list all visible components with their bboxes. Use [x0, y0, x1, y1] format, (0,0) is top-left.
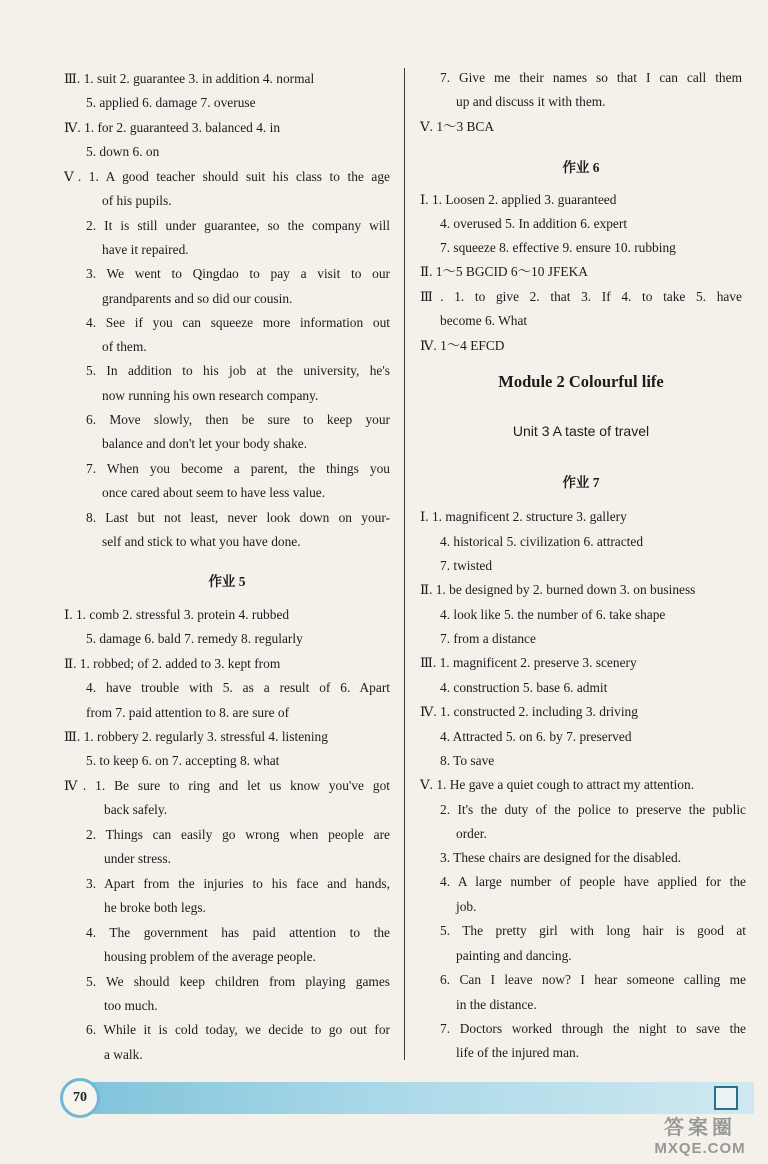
answer-line: in the distance. [456, 997, 537, 1012]
answer-line: 3. Apart from the injuries to his face and hands, [86, 876, 390, 891]
answer-line: order. [456, 826, 487, 841]
assignment-heading: 作业 5 [208, 574, 246, 589]
answer-line: a walk. [104, 1047, 143, 1062]
answer-line: under stress. [104, 851, 171, 866]
answer-line: 8. To save [440, 753, 495, 768]
corner-box-icon [714, 1086, 738, 1110]
answer-line: of his pupils. [102, 193, 172, 208]
answer-line: 7. When you become a parent, the things you [86, 461, 390, 476]
answer-line: Ⅴ. 1. A good teacher should suit his class to the age [64, 169, 390, 184]
answer-line: from 7. paid attention to 8. are sure of [86, 705, 290, 720]
answer-line: 4. See if you can squeeze more information out [86, 315, 390, 330]
answer-line: self and stick to what you have done. [102, 534, 301, 549]
answer-line: 5. We should keep children from playing games [86, 974, 390, 989]
answer-line: Ⅲ. 1. robbery 2. regularly 3. stressful 4. listening [64, 729, 328, 744]
answer-line: 4. The government has paid attention to the [86, 925, 390, 940]
answer-line: he broke both legs. [104, 900, 206, 915]
answer-line: Ⅳ. 1. constructed 2. including 3. driving [420, 704, 638, 719]
answer-line: up and discuss it with them. [456, 94, 606, 109]
assignment-heading: 作业 7 [562, 475, 600, 490]
answer-line: grandparents and so did our cousin. [102, 291, 293, 306]
answer-line: 7. squeeze 8. effective 9. ensure 10. rubbing [440, 240, 676, 255]
answer-line: Ⅱ. 1～5 BGCID 6～10 JFEKA [420, 264, 588, 279]
answer-line: Ⅰ. 1. magnificent 2. structure 3. gallery [420, 509, 627, 524]
answer-line: life of the injured man. [456, 1045, 580, 1060]
answer-line: Ⅴ. 1. He gave a quiet cough to attract my attention. [420, 777, 695, 792]
answer-line: 2. It is still under guarantee, so the company will [86, 218, 390, 233]
answer-line: become 6. What [440, 313, 528, 328]
answer-line: 6. While it is cold today, we decide to go out for [86, 1022, 390, 1037]
watermark-logo [636, 1112, 764, 1162]
answer-line: Ⅳ. 1～4 EFCD [420, 338, 505, 353]
answer-line: Ⅰ. 1. comb 2. stressful 3. protein 4. rubbed [64, 607, 290, 622]
answer-line: Ⅰ. 1. Loosen 2. applied 3. guaranteed [420, 192, 617, 207]
answer-line: housing problem of the average people. [104, 949, 316, 964]
answer-line: 2. Things can easily go wrong when people are [86, 827, 390, 842]
answer-line: of them. [102, 339, 147, 354]
answer-line: 7. twisted [440, 558, 493, 573]
answer-line: 2. It's the duty of the police to preserve the public [440, 802, 746, 817]
answer-line: 3. We went to Qingdao to pay a visit to our [86, 266, 390, 281]
answer-line: 7. from a distance [440, 631, 536, 646]
answer-line: too much. [104, 998, 158, 1013]
answer-line: job. [456, 899, 477, 914]
answer-line: 7. Doctors worked through the night to save the [440, 1021, 746, 1036]
answer-line: balance and don't let your body shake. [102, 436, 308, 451]
column-divider [404, 68, 405, 1060]
answer-line: 5. The pretty girl with long hair is good at [440, 923, 746, 938]
answer-line: back safely. [104, 802, 168, 817]
answer-line: have it repaired. [102, 242, 189, 257]
answer-line: Ⅱ. 1. robbed; of 2. added to 3. kept from [64, 656, 281, 671]
answer-line: Ⅲ. 1. suit 2. guarantee 3. in addition 4. normal [64, 71, 315, 86]
answer-line: Ⅲ. 1. to give 2. that 3. If 4. to take 5. have [420, 289, 742, 304]
answer-line: 5. In addition to his job at the university, he's [86, 363, 390, 378]
answer-line: painting and dancing. [456, 948, 572, 963]
answer-line: 8. Last but not least, never look down on your- [86, 510, 390, 525]
assignment-heading: 作业 6 [562, 160, 600, 175]
answer-line: 4. construction 5. base 6. admit [440, 680, 608, 695]
unit-title: Unit 3 A taste of travel [512, 423, 650, 439]
answer-line: 5. down 6. on [86, 144, 160, 159]
answer-line: once cared about seem to have less value. [102, 485, 326, 500]
answer-line: 3. These chairs are designed for the disabled. [440, 850, 682, 865]
answer-line: 4. look like 5. the number of 6. take shape [440, 607, 666, 622]
answer-line: Ⅳ. 1. for 2. guaranteed 3. balanced 4. in [64, 120, 281, 135]
answer-line: 5. damage 6. bald 7. remedy 8. regularly [86, 631, 303, 646]
answer-line: Ⅱ. 1. be designed by 2. burned down 3. on business [420, 582, 696, 597]
module-title: Module 2 Colourful life [498, 372, 664, 391]
answer-line: 5. applied 6. damage 7. overuse [86, 95, 256, 110]
answer-line: Ⅳ. 1. Be sure to ring and let us know you've got [64, 778, 390, 793]
page-number: 70 [60, 1078, 100, 1118]
footer-bar [62, 1082, 754, 1114]
watermark-text-en: MXQE.COM [654, 1140, 746, 1157]
answer-line: 6. Can I leave now? I hear someone calling me [440, 972, 746, 987]
answer-line: 4. Attracted 5. on 6. by 7. preserved [440, 729, 632, 744]
answer-line: 4. A large number of people have applied for the [440, 874, 746, 889]
answer-line: 5. to keep 6. on 7. accepting 8. what [86, 753, 280, 768]
answer-line: Ⅴ. 1～3 BCA [420, 119, 495, 134]
answer-line: 4. have trouble with 5. as a result of 6. Apart [86, 680, 390, 695]
answer-line: 4. historical 5. civilization 6. attracted [440, 534, 644, 549]
answer-line: 6. Move slowly, then be sure to keep your [86, 412, 390, 427]
watermark-text-cn: 答案圈 [664, 1117, 736, 1139]
answer-line: Ⅲ. 1. magnificent 2. preserve 3. scenery [420, 655, 637, 670]
answer-line: 4. overused 5. In addition 6. expert [440, 216, 628, 231]
answer-line: now running his own research company. [102, 388, 319, 403]
answer-line: 7. Give me their names so that I can call them [440, 70, 742, 85]
